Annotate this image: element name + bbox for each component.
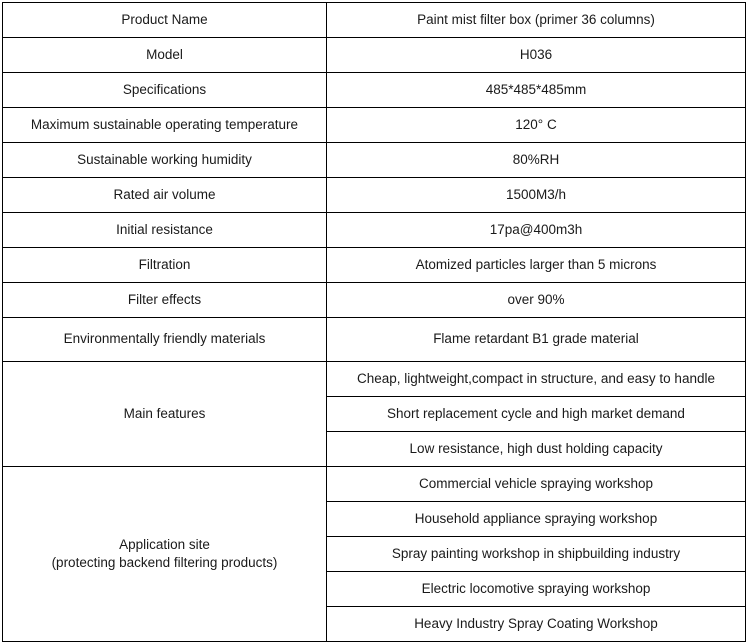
- application-site-label-line2: (protecting backend filtering products): [51, 555, 278, 570]
- spec-label-main-features: Main features: [3, 362, 327, 467]
- table-row-rated-air-volume: [3, 178, 746, 213]
- spec-label-model: Model: [3, 38, 327, 73]
- spec-label-rated-air-volume: Rated air volume: [3, 178, 327, 213]
- table-row-working-humidity: [3, 143, 746, 178]
- spec-value-filter-effects: over 90%: [327, 283, 746, 318]
- table-row-eco-materials: [3, 318, 746, 362]
- spec-label-specifications: Specifications: [3, 73, 327, 108]
- table-row-filtration: [3, 248, 746, 283]
- spec-value-application-site-2: Household appliance spraying workshop: [327, 502, 746, 537]
- spec-label-initial-resistance: Initial resistance: [3, 213, 327, 248]
- spec-value-application-site-4: Electric locomotive spraying workshop: [327, 572, 746, 607]
- spec-label-filtration: Filtration: [3, 248, 327, 283]
- application-site-label-line1: Application site: [119, 536, 210, 552]
- spec-value-application-site-5: Heavy Industry Spray Coating Workshop: [327, 607, 746, 642]
- table-row-main-features-1: [3, 362, 746, 397]
- spec-label-eco-materials: Environmentally friendly materials: [3, 318, 327, 362]
- spec-value-working-humidity: 80%RH: [327, 143, 746, 178]
- spec-value-main-feature-1: Cheap, lightweight,compact in structure, and easy to handle: [327, 362, 746, 397]
- spec-value-specifications: 485*485*485mm: [327, 73, 746, 108]
- spec-value-model: H036: [327, 38, 746, 73]
- table-row-specifications: [3, 73, 746, 108]
- table-row-initial-resistance: [3, 213, 746, 248]
- table-row-model: [3, 38, 746, 73]
- spec-value-application-site-1: Commercial vehicle spraying workshop: [327, 467, 746, 502]
- spec-value-main-feature-2: Short replacement cycle and high market demand: [327, 397, 746, 432]
- table-row-product-name: [3, 3, 746, 38]
- spec-label-filter-effects: Filter effects: [3, 283, 327, 318]
- spec-label-max-temperature: Maximum sustainable operating temperature: [3, 108, 327, 143]
- spec-label-product-name: Product Name: [3, 3, 327, 38]
- product-spec-table: [2, 2, 746, 642]
- spec-value-rated-air-volume: 1500M3/h: [327, 178, 746, 213]
- spec-value-application-site-3: Spray painting workshop in shipbuilding industry: [327, 537, 746, 572]
- spec-value-eco-materials: Flame retardant B1 grade material: [327, 318, 746, 362]
- spec-value-initial-resistance: 17pa@400m3h: [327, 213, 746, 248]
- spec-label-working-humidity: Sustainable working humidity: [3, 143, 327, 178]
- table-row-max-temperature: [3, 108, 746, 143]
- spec-value-product-name: Paint mist filter box (primer 36 columns): [327, 3, 746, 38]
- spec-value-main-feature-3: Low resistance, high dust holding capacity: [327, 432, 746, 467]
- spec-value-max-temperature: 120° C: [327, 108, 746, 143]
- table-row-application-site-1: [3, 467, 746, 502]
- spec-label-application-site: [3, 467, 327, 642]
- table-row-filter-effects: [3, 283, 746, 318]
- spec-value-filtration: Atomized particles larger than 5 microns: [327, 248, 746, 283]
